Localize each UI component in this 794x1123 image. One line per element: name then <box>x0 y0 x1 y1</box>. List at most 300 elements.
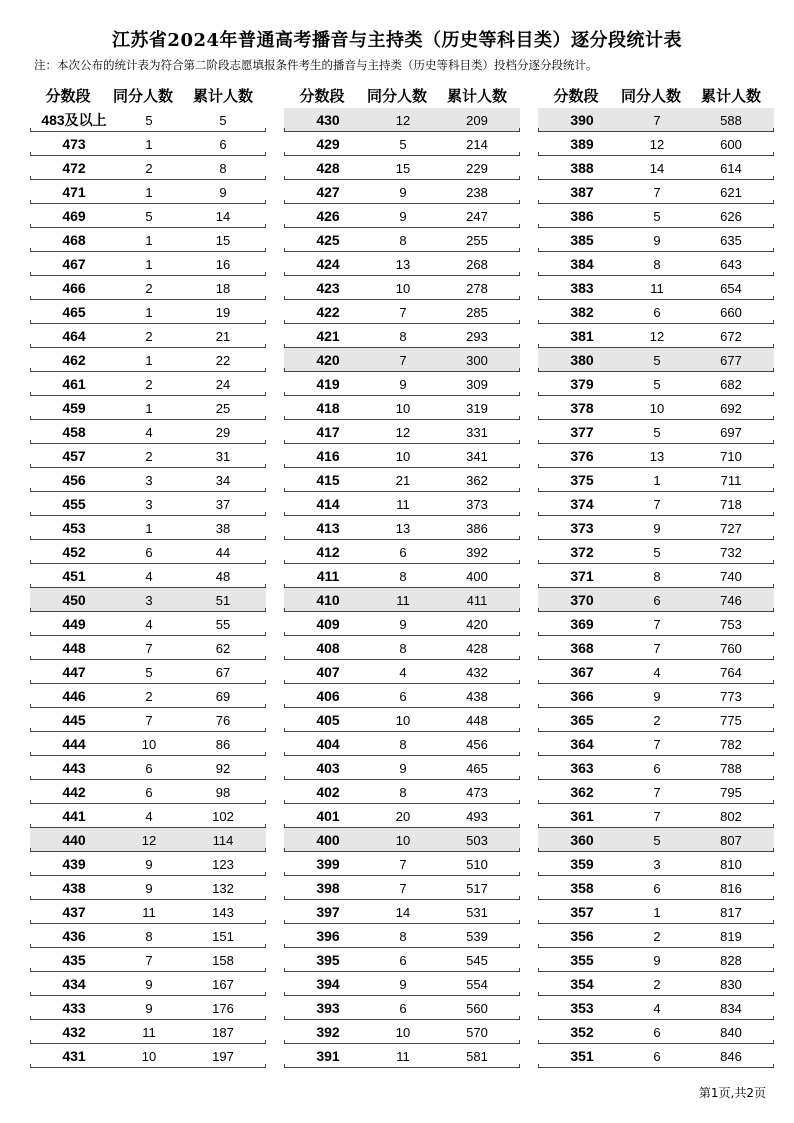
cell-score: 401 <box>316 808 340 824</box>
table-row <box>284 660 520 684</box>
table-row <box>284 684 520 708</box>
table-row <box>284 396 520 420</box>
cell-score: 376 <box>570 448 594 464</box>
table-header <box>538 82 774 108</box>
table-row <box>284 876 520 900</box>
cell-cumulative-count: 44 <box>215 544 231 560</box>
cell-score: 398 <box>316 880 340 896</box>
cell-same-score-count: 2 <box>145 688 153 704</box>
table-row <box>30 660 266 684</box>
cell-same-score-count: 6 <box>399 544 407 560</box>
table-row <box>30 708 266 732</box>
cell-same-score-count: 1 <box>145 352 153 368</box>
table-row <box>538 900 774 924</box>
cell-cumulative-count: 503 <box>466 832 488 848</box>
cell-cumulative-count: 635 <box>720 232 742 248</box>
cell-cumulative-count: 238 <box>466 184 488 200</box>
cell-cumulative-count: 209 <box>466 112 488 128</box>
cell-score: 361 <box>570 808 594 824</box>
row-border-tick <box>519 1064 520 1068</box>
row-border-tick <box>265 1064 266 1068</box>
table-row <box>30 492 266 516</box>
cell-cumulative-count: 309 <box>466 376 488 392</box>
cell-score: 467 <box>62 256 86 272</box>
cell-same-score-count: 7 <box>653 184 661 200</box>
cell-cumulative-count: 5 <box>219 112 227 128</box>
cell-score: 435 <box>62 952 86 968</box>
cell-score: 429 <box>316 136 340 152</box>
cell-score: 368 <box>570 640 594 656</box>
cell-same-score-count: 9 <box>653 688 661 704</box>
cell-cumulative-count: 510 <box>466 856 488 872</box>
cell-score: 369 <box>570 616 594 632</box>
cell-score: 362 <box>570 784 594 800</box>
cell-same-score-count: 2 <box>653 976 661 992</box>
cell-same-score-count: 11 <box>142 1024 156 1040</box>
cell-score: 445 <box>62 712 86 728</box>
cell-score: 399 <box>316 856 340 872</box>
cell-same-score-count: 9 <box>399 184 407 200</box>
table-row <box>284 1020 520 1044</box>
cell-same-score-count: 11 <box>142 904 156 920</box>
cell-cumulative-count: 807 <box>720 832 742 848</box>
score-table-column-3 <box>538 82 774 1068</box>
cell-cumulative-count: 760 <box>720 640 742 656</box>
cell-score: 357 <box>570 904 594 920</box>
cell-same-score-count: 4 <box>399 664 407 680</box>
header-cumulative-count: 累计人数 <box>700 86 761 105</box>
table-row <box>30 276 266 300</box>
table-row <box>538 636 774 660</box>
cell-cumulative-count: 819 <box>720 928 742 944</box>
header-score-range: 分数段 <box>45 86 91 105</box>
cell-score: 449 <box>62 616 86 632</box>
cell-cumulative-count: 331 <box>466 424 488 440</box>
cell-cumulative-count: 654 <box>720 280 742 296</box>
cell-same-score-count: 3 <box>145 592 153 608</box>
cell-cumulative-count: 456 <box>466 736 488 752</box>
table-row <box>538 132 774 156</box>
cell-score: 437 <box>62 904 86 920</box>
table-row <box>538 804 774 828</box>
cell-score: 358 <box>570 880 594 896</box>
cell-same-score-count: 9 <box>399 976 407 992</box>
table-row <box>538 468 774 492</box>
cell-cumulative-count: 710 <box>720 448 742 464</box>
cell-score: 472 <box>62 160 86 176</box>
cell-same-score-count: 8 <box>653 568 661 584</box>
cell-cumulative-count: 51 <box>215 592 231 608</box>
table-row <box>538 564 774 588</box>
cell-score: 439 <box>62 856 86 872</box>
cell-same-score-count: 2 <box>653 712 661 728</box>
cell-same-score-count: 15 <box>395 160 411 176</box>
cell-score: 375 <box>570 472 594 488</box>
cell-cumulative-count: 34 <box>215 472 231 488</box>
cell-score: 354 <box>570 976 594 992</box>
cell-score: 424 <box>316 256 340 272</box>
table-row <box>30 780 266 804</box>
cell-same-score-count: 7 <box>399 880 407 896</box>
cell-score: 431 <box>62 1048 86 1064</box>
table-row <box>538 252 774 276</box>
cell-cumulative-count: 31 <box>215 448 231 464</box>
cell-score: 415 <box>316 472 340 488</box>
cell-cumulative-count: 14 <box>215 208 231 224</box>
table-row <box>30 732 266 756</box>
cell-same-score-count: 6 <box>653 592 661 608</box>
cell-score: 416 <box>316 448 340 464</box>
cell-score: 404 <box>316 736 340 752</box>
cell-cumulative-count: 22 <box>215 352 231 368</box>
table-row <box>284 564 520 588</box>
header-same-score-count: 同分人数 <box>112 86 173 105</box>
header-score-range: 分数段 <box>553 86 599 105</box>
table-row <box>284 108 520 132</box>
cell-cumulative-count: 300 <box>466 352 488 368</box>
cell-same-score-count: 7 <box>653 808 661 824</box>
table-row <box>30 540 266 564</box>
cell-score: 366 <box>570 688 594 704</box>
cell-same-score-count: 3 <box>145 496 153 512</box>
cell-same-score-count: 9 <box>399 376 407 392</box>
cell-cumulative-count: 229 <box>466 160 488 176</box>
cell-same-score-count: 1 <box>145 232 153 248</box>
cell-score: 385 <box>570 232 594 248</box>
table-row <box>30 444 266 468</box>
cell-score: 373 <box>570 520 594 536</box>
cell-score: 370 <box>570 592 594 608</box>
cell-same-score-count: 9 <box>145 880 153 896</box>
cell-cumulative-count: 795 <box>720 784 742 800</box>
cell-cumulative-count: 775 <box>720 712 742 728</box>
cell-cumulative-count: 600 <box>720 136 742 152</box>
cell-same-score-count: 5 <box>145 112 153 128</box>
cell-cumulative-count: 76 <box>215 712 231 728</box>
cell-same-score-count: 6 <box>399 1000 407 1016</box>
table-row <box>30 252 266 276</box>
cell-score: 393 <box>316 1000 340 1016</box>
cell-same-score-count: 2 <box>145 160 153 176</box>
cell-score: 432 <box>62 1024 86 1040</box>
cell-cumulative-count: 176 <box>212 1000 234 1016</box>
table-row <box>538 588 774 612</box>
table-row <box>538 444 774 468</box>
cell-same-score-count: 5 <box>653 424 661 440</box>
cell-score: 394 <box>316 976 340 992</box>
cell-cumulative-count: 411 <box>466 592 488 608</box>
cell-score: 397 <box>316 904 340 920</box>
table-row <box>30 636 266 660</box>
cell-cumulative-count: 247 <box>466 208 488 224</box>
cell-same-score-count: 6 <box>145 784 153 800</box>
cell-same-score-count: 8 <box>399 568 407 584</box>
cell-score: 352 <box>570 1024 594 1040</box>
cell-score: 426 <box>316 208 340 224</box>
cell-same-score-count: 5 <box>653 376 661 392</box>
table-row <box>30 204 266 228</box>
cell-cumulative-count: 588 <box>720 112 742 128</box>
cell-cumulative-count: 38 <box>215 520 231 536</box>
table-row <box>284 324 520 348</box>
cell-cumulative-count: 29 <box>215 424 231 440</box>
cell-same-score-count: 4 <box>145 808 153 824</box>
cell-score: 433 <box>62 1000 86 1016</box>
table-row <box>30 948 266 972</box>
cell-same-score-count: 4 <box>145 424 153 440</box>
cell-score: 402 <box>316 784 340 800</box>
table-row <box>30 420 266 444</box>
cell-score: 406 <box>316 688 340 704</box>
cell-same-score-count: 8 <box>653 256 661 272</box>
cell-same-score-count: 12 <box>395 112 411 128</box>
cell-cumulative-count: 143 <box>212 904 234 920</box>
table-row <box>538 1044 774 1068</box>
table-row <box>30 804 266 828</box>
cell-score: 395 <box>316 952 340 968</box>
cell-score: 419 <box>316 376 340 392</box>
cell-cumulative-count: 834 <box>720 1000 742 1016</box>
cell-same-score-count: 9 <box>653 232 661 248</box>
cell-same-score-count: 8 <box>399 928 407 944</box>
cell-cumulative-count: 24 <box>215 376 231 392</box>
cell-score: 457 <box>62 448 86 464</box>
table-row <box>284 420 520 444</box>
table-row <box>538 828 774 852</box>
table-row <box>30 372 266 396</box>
cell-score: 367 <box>570 664 594 680</box>
table-row <box>30 852 266 876</box>
cell-same-score-count: 1 <box>145 256 153 272</box>
table-row <box>538 924 774 948</box>
cell-cumulative-count: 621 <box>720 184 742 200</box>
table-row <box>284 948 520 972</box>
cell-score: 365 <box>570 712 594 728</box>
table-row <box>538 420 774 444</box>
table-row <box>538 492 774 516</box>
table-row <box>538 684 774 708</box>
cell-score: 360 <box>570 832 594 848</box>
cell-same-score-count: 4 <box>653 1000 661 1016</box>
cell-cumulative-count: 341 <box>466 448 488 464</box>
table-header <box>284 82 520 108</box>
cell-same-score-count: 8 <box>399 232 407 248</box>
cell-same-score-count: 10 <box>141 736 157 752</box>
cell-same-score-count: 2 <box>145 448 153 464</box>
cell-cumulative-count: 187 <box>212 1024 234 1040</box>
cell-cumulative-count: 840 <box>720 1024 742 1040</box>
cell-score: 387 <box>570 184 594 200</box>
cell-same-score-count: 11 <box>650 280 664 296</box>
cell-cumulative-count: 448 <box>466 712 488 728</box>
cell-same-score-count: 7 <box>399 304 407 320</box>
cell-score: 425 <box>316 232 340 248</box>
cell-cumulative-count: 362 <box>466 472 488 488</box>
cell-score: 461 <box>62 376 86 392</box>
table-row <box>538 660 774 684</box>
table-row <box>284 780 520 804</box>
cell-score: 407 <box>316 664 340 680</box>
cell-same-score-count: 10 <box>395 832 411 848</box>
cell-cumulative-count: 132 <box>212 880 234 896</box>
table-row <box>538 948 774 972</box>
cell-score: 417 <box>316 424 340 440</box>
cell-score: 396 <box>316 928 340 944</box>
table-row <box>284 348 520 372</box>
cell-cumulative-count: 285 <box>466 304 488 320</box>
cell-score: 383 <box>570 280 594 296</box>
cell-cumulative-count: 570 <box>466 1024 488 1040</box>
cell-same-score-count: 10 <box>395 712 411 728</box>
cell-cumulative-count: 697 <box>720 424 742 440</box>
cell-cumulative-count: 782 <box>720 736 742 752</box>
table-row <box>30 300 266 324</box>
cell-cumulative-count: 158 <box>212 952 234 968</box>
table-row <box>30 828 266 852</box>
cell-cumulative-count: 727 <box>720 520 742 536</box>
cell-score: 447 <box>62 664 86 680</box>
cell-same-score-count: 7 <box>145 640 153 656</box>
cell-cumulative-count: 817 <box>720 904 742 920</box>
cell-cumulative-count: 92 <box>215 760 231 776</box>
cell-score: 462 <box>62 352 86 368</box>
table-row <box>538 276 774 300</box>
cell-cumulative-count: 846 <box>720 1048 742 1064</box>
table-row <box>30 876 266 900</box>
cell-same-score-count: 5 <box>653 352 661 368</box>
table-row <box>30 516 266 540</box>
cell-score: 391 <box>316 1048 340 1064</box>
cell-cumulative-count: 732 <box>720 544 742 560</box>
cell-cumulative-count: 672 <box>720 328 742 344</box>
cell-score: 403 <box>316 760 340 776</box>
cell-same-score-count: 8 <box>399 736 407 752</box>
table-row <box>284 228 520 252</box>
cell-score: 351 <box>570 1048 594 1064</box>
cell-score: 363 <box>570 760 594 776</box>
cell-cumulative-count: 62 <box>215 640 231 656</box>
cell-same-score-count: 5 <box>653 832 661 848</box>
cell-same-score-count: 6 <box>145 760 153 776</box>
cell-cumulative-count: 197 <box>212 1048 234 1064</box>
cell-score: 411 <box>316 568 340 584</box>
cell-same-score-count: 13 <box>395 520 411 536</box>
table-row <box>538 1020 774 1044</box>
cell-same-score-count: 12 <box>649 328 665 344</box>
cell-cumulative-count: 740 <box>720 568 742 584</box>
table-row <box>284 252 520 276</box>
cell-same-score-count: 2 <box>145 376 153 392</box>
cell-cumulative-count: 25 <box>215 400 231 416</box>
cell-same-score-count: 8 <box>145 928 153 944</box>
table-row <box>30 348 266 372</box>
cell-score: 379 <box>570 376 594 392</box>
cell-same-score-count: 10 <box>141 1048 157 1064</box>
cell-cumulative-count: 102 <box>212 808 234 824</box>
cell-cumulative-count: 764 <box>720 664 742 680</box>
table-row <box>538 204 774 228</box>
cell-score: 442 <box>62 784 86 800</box>
table-row <box>30 924 266 948</box>
cell-same-score-count: 10 <box>395 1024 411 1040</box>
cell-cumulative-count: 293 <box>466 328 488 344</box>
cell-score: 428 <box>316 160 340 176</box>
header-same-score-count: 同分人数 <box>366 86 427 105</box>
cell-cumulative-count: 86 <box>215 736 231 752</box>
cell-same-score-count: 5 <box>145 664 153 680</box>
cell-cumulative-count: 773 <box>720 688 742 704</box>
cell-cumulative-count: 167 <box>212 976 234 992</box>
cell-cumulative-count: 432 <box>466 664 488 680</box>
cell-score: 420 <box>316 352 340 368</box>
table-row <box>30 156 266 180</box>
cell-cumulative-count: 554 <box>466 976 488 992</box>
cell-same-score-count: 9 <box>145 1000 153 1016</box>
cell-cumulative-count: 319 <box>466 400 488 416</box>
cell-score: 443 <box>62 760 86 776</box>
cell-same-score-count: 9 <box>653 520 661 536</box>
cell-same-score-count: 7 <box>653 640 661 656</box>
cell-same-score-count: 10 <box>649 400 665 416</box>
cell-cumulative-count: 18 <box>215 280 231 296</box>
cell-cumulative-count: 373 <box>466 496 488 512</box>
cell-score: 473 <box>62 136 86 152</box>
cell-same-score-count: 1 <box>145 304 153 320</box>
table-row <box>538 852 774 876</box>
table-row <box>538 732 774 756</box>
cell-same-score-count: 6 <box>653 880 661 896</box>
table-row <box>538 612 774 636</box>
cell-cumulative-count: 21 <box>215 328 231 344</box>
table-row <box>538 372 774 396</box>
table-row <box>538 156 774 180</box>
cell-score: 456 <box>62 472 86 488</box>
cell-cumulative-count: 545 <box>466 952 488 968</box>
cell-score: 381 <box>570 328 594 344</box>
cell-same-score-count: 1 <box>145 136 153 152</box>
cell-cumulative-count: 531 <box>466 904 488 920</box>
cell-same-score-count: 5 <box>653 208 661 224</box>
table-row <box>284 276 520 300</box>
cell-score: 410 <box>316 592 340 608</box>
cell-score: 377 <box>570 424 594 440</box>
table-row <box>538 756 774 780</box>
cell-score: 390 <box>570 112 594 128</box>
table-row <box>30 996 266 1020</box>
cell-cumulative-count: 392 <box>466 544 488 560</box>
cell-score: 423 <box>316 280 340 296</box>
table-row <box>30 132 266 156</box>
cell-cumulative-count: 69 <box>215 688 231 704</box>
table-row <box>284 156 520 180</box>
table-row <box>538 972 774 996</box>
cell-same-score-count: 12 <box>649 136 665 152</box>
table-row <box>538 324 774 348</box>
cell-cumulative-count: 465 <box>466 760 488 776</box>
cell-same-score-count: 5 <box>399 136 407 152</box>
cell-cumulative-count: 718 <box>720 496 742 512</box>
cell-score: 436 <box>62 928 86 944</box>
cell-same-score-count: 11 <box>396 592 410 608</box>
cell-score: 388 <box>570 160 594 176</box>
cell-cumulative-count: 123 <box>212 856 234 872</box>
cell-score: 458 <box>62 424 86 440</box>
cell-same-score-count: 7 <box>145 952 153 968</box>
cell-same-score-count: 2 <box>145 280 153 296</box>
cell-cumulative-count: 19 <box>215 304 231 320</box>
header-cumulative-count: 累计人数 <box>192 86 253 105</box>
cell-same-score-count: 14 <box>649 160 665 176</box>
